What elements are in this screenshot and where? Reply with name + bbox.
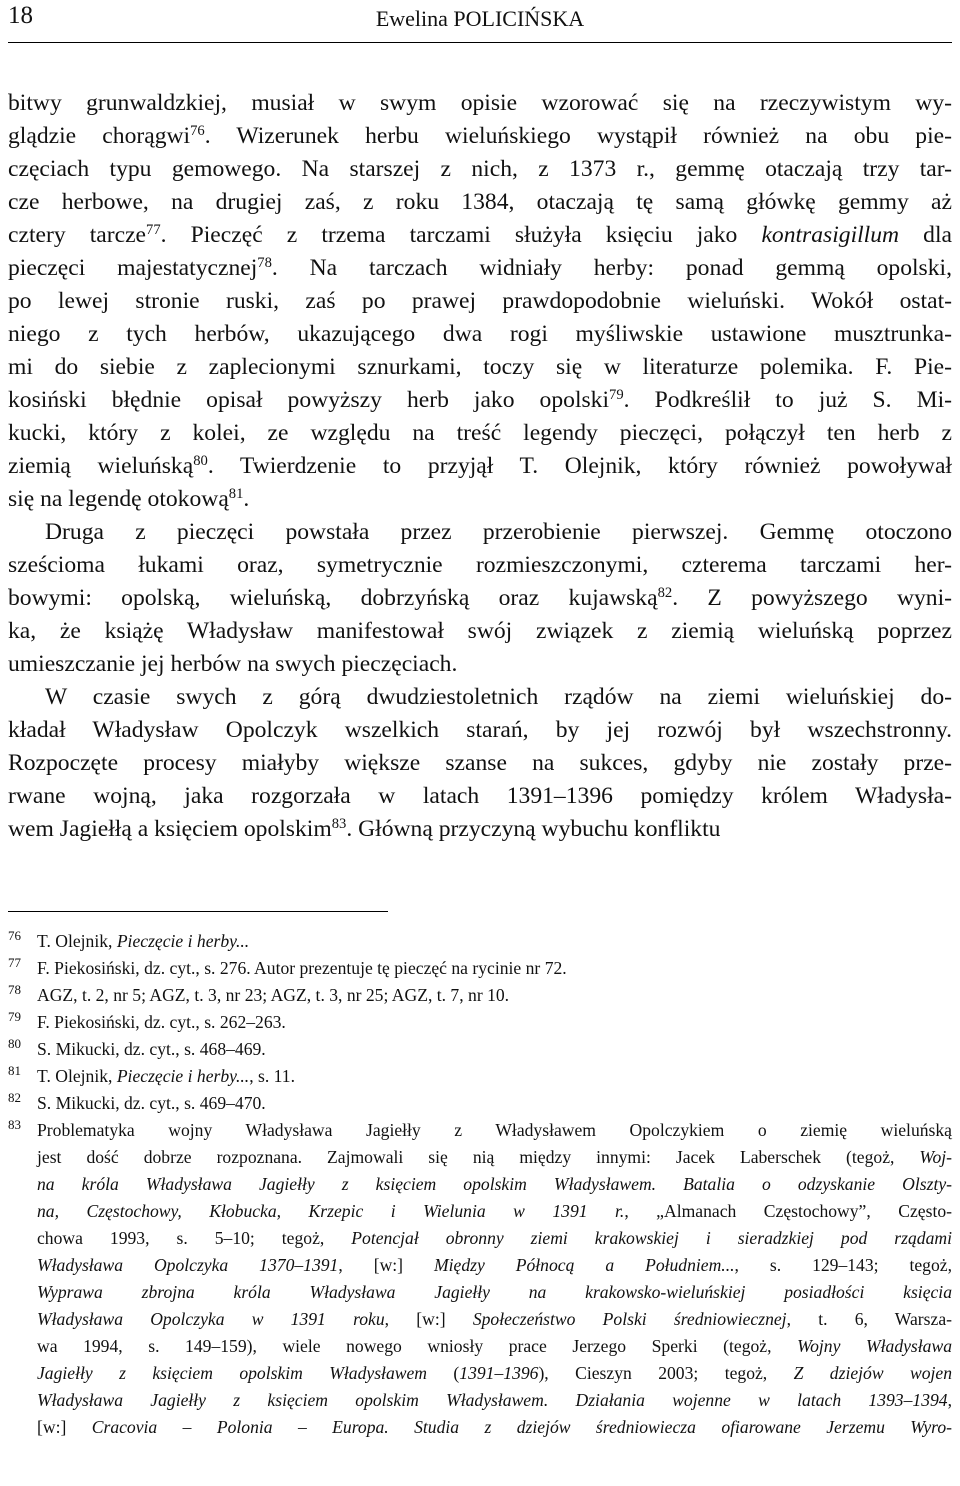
- text-run: kosiński błędnie opisał powyższy herb jako opolski: [8, 387, 610, 413]
- text-line: [8, 252, 952, 285]
- text-line: [8, 483, 952, 516]
- text-run: . Główną przyczyną wybuchu konfliktu: [346, 816, 721, 842]
- text-run: ,: [947, 1390, 952, 1410]
- text-run: kładał Władysław Opolczyk wszelkich starań, by jej rozwój był wszechstronny.: [8, 717, 952, 743]
- text-line: [8, 516, 952, 549]
- footnote-line: [37, 1225, 952, 1252]
- page-header: [8, 2, 952, 42]
- footnote-number: 78: [8, 982, 21, 997]
- italic-text: Potencjał obronny ziemi krakowskiej i sieradzkiej pod rządami: [351, 1228, 952, 1248]
- italic-text: Wyprawa zbrojna króla Władysława Jagiełły na krakowsko-wieluńskiej posiadłości księcia: [37, 1282, 952, 1302]
- footnote: [8, 1063, 952, 1090]
- text-line: [8, 813, 952, 846]
- footnote-line: [37, 1009, 952, 1036]
- text-run: S. Mikucki, dz. cyt., s. 469–470.: [37, 1093, 266, 1113]
- footnote-line: [37, 1333, 952, 1360]
- footnote-reference: 76: [190, 122, 205, 139]
- text-line: [8, 318, 952, 351]
- text-run: cztery tarcze: [8, 222, 147, 248]
- footnote-line: [37, 1171, 952, 1198]
- italic-text: Między Północą a Południem...: [433, 1255, 735, 1275]
- text-run: pieczęci majestatycznej: [8, 255, 258, 281]
- footnote-line: [37, 1198, 952, 1225]
- footnote-line: [37, 1252, 952, 1279]
- footnote-number: 81: [8, 1063, 21, 1078]
- italic-text: Władysława Opolczyka w 1391 roku: [37, 1309, 385, 1329]
- text-run: dla: [899, 222, 952, 248]
- text-run: cze herbowe, na drugiej zaś, z roku 1384, otaczają tę samą główkę gemmy aż: [8, 189, 952, 215]
- text-run: rwane wojną, jaka rozgorzała w latach 1391–1396 pomiędzy królem Władysła-: [8, 783, 952, 809]
- italic-text: na króla Władysława Jagiełły z księciem opolskim Władysławem. Batalia o odzyskanie Olszty-: [37, 1174, 952, 1194]
- text-line: [8, 87, 952, 120]
- text-run: wem Jagiełłą a księciem opolskim: [8, 816, 332, 842]
- paragraph: [8, 87, 952, 516]
- text-run: , s. 129–143; tegoż,: [734, 1255, 952, 1275]
- text-run: (: [427, 1363, 460, 1383]
- text-run: ziemią wieluńską: [8, 453, 194, 479]
- text-run: jest dość dobrze rozpoznana. Zajmowali się nią między innymi: Jacek Laberschek (tegoż,: [37, 1147, 920, 1167]
- italic-text: Władysława Opolczyka 1370–1391: [37, 1255, 339, 1275]
- text-run: . Twierdzenie to przyjął T. Olejnik, który również powoływał: [207, 453, 952, 479]
- text-run: bitwy grunwaldzkiej, musiał w swym opisie wzorować się na rzeczywistym wy-: [8, 90, 952, 116]
- text-line: [8, 549, 952, 582]
- page-number: 18: [8, 2, 33, 29]
- text-run: . Wizerunek herbu wieluńskiego wystąpił również na obu pie-: [204, 123, 952, 149]
- header-rule: [8, 42, 952, 43]
- text-run: .: [243, 486, 250, 512]
- text-run: Problematyka wojny Władysława Jagiełły z Władysławem Opolczykiem o ziemię wieluńską: [37, 1120, 952, 1140]
- footnote-reference: 78: [257, 254, 272, 271]
- footnote: [8, 955, 952, 982]
- paragraph: [8, 681, 952, 846]
- main-text: [8, 87, 952, 846]
- italic-text: Pieczęcie i herby...: [116, 931, 250, 951]
- footnote: [8, 1036, 952, 1063]
- paragraph: [8, 516, 952, 681]
- italic-text: Wojny Władysława: [797, 1336, 952, 1356]
- italic-text: Jagiełły z księciem opolskim Władysławem: [37, 1363, 427, 1383]
- italic-text: Pieczęcie i herby...: [116, 1066, 250, 1086]
- footnotes: [8, 928, 952, 1441]
- footnote-number: 83: [8, 1117, 21, 1132]
- text-run: sześcioma łukami oraz, symetrycznie rozmieszczonymi, czterema tarczami her-: [8, 552, 952, 578]
- text-run: bowymi: opolską, wieluńską, dobrzyńską oraz kujawską: [8, 585, 658, 611]
- footnote: [8, 1117, 952, 1441]
- text-run: chowa 1993, s. 5–10; tegoż,: [37, 1228, 352, 1248]
- footnote-line: [37, 1387, 952, 1414]
- footnote-number: 76: [8, 928, 21, 943]
- footnote-line: [37, 1414, 952, 1441]
- text-run: T. Olejnik,: [37, 1066, 117, 1086]
- footnote-number: 79: [8, 1009, 21, 1024]
- italic-text: Woj-: [919, 1147, 952, 1167]
- text-run: , „Almanach Częstochowy”, Często-: [624, 1201, 952, 1221]
- text-run: częciach typu gemowego. Na starszej z nich, z 1373 r., gemmę otaczają trzy tar-: [8, 156, 952, 182]
- footnote-line: [37, 928, 952, 955]
- text-run: , [w:]: [384, 1309, 473, 1329]
- footnote-line: [37, 1036, 952, 1063]
- footnote-line: [37, 982, 952, 1009]
- italic-text: Społeczeństwo Polski średniowiecznej: [472, 1309, 787, 1329]
- text-run: glądzie chorągwi: [8, 123, 191, 149]
- text-run: . Na tarczach widniały herby: ponad gemmą opolski,: [271, 255, 952, 281]
- footnote-line: [37, 1144, 952, 1171]
- footnote-reference: 81: [228, 485, 244, 502]
- running-head-author: Ewelina POLICIŃSKA: [375, 6, 585, 31]
- text-run: , [w:]: [338, 1255, 434, 1275]
- text-line: [8, 417, 952, 450]
- italic-text: Władysława Jagiełły z księciem opolskim Władysławem. Działania wojenne w latach 1393–1394: [37, 1390, 948, 1410]
- text-run: się na legendę otokową: [8, 486, 229, 512]
- text-run: ka, że książę Władysław manifestował swój związek z ziemią wieluńską poprzez: [8, 618, 952, 644]
- text-run: F. Piekosiński, dz. cyt., s. 262–263.: [37, 1012, 286, 1032]
- footnote: [8, 1009, 952, 1036]
- footnote-number: 77: [8, 955, 21, 970]
- italic-text: Cracovia – Polonia – Europa. Studia z dziejów średniowiecza ofiarowane Jerzemu Wyro-: [91, 1417, 952, 1437]
- text-line: [8, 384, 952, 417]
- text-run: mi do siebie z zaplecionymi sznurkami, toczy się w literaturze polemika. F. Pie-: [8, 354, 952, 380]
- text-line: [8, 582, 952, 615]
- italic-text: na, Częstochowy, Kłobucka, Krzepic i Wielunia w 1391 r.: [37, 1201, 625, 1221]
- text-run: S. Mikucki, dz. cyt., s. 468–469.: [37, 1039, 266, 1059]
- footnote: [8, 1090, 952, 1117]
- text-run: AGZ, t. 2, nr 5; AGZ, t. 3, nr 23; AGZ, t. 3, nr 25; AGZ, t. 7, nr 10.: [37, 985, 510, 1005]
- text-run: po lewej stronie ruski, zaś po prawej prawdopodobnie wieluński. Wokół ostat-: [8, 288, 952, 314]
- footnote-number: 82: [8, 1090, 21, 1105]
- footnote-number: 80: [8, 1036, 21, 1051]
- footnote-line: [37, 1063, 952, 1090]
- italic-text: Z dziejów wojen: [793, 1363, 953, 1383]
- footnote-line: [37, 1360, 952, 1387]
- footnote-line: [37, 1279, 952, 1306]
- text-run: . Z powyższego wyni-: [672, 585, 953, 611]
- text-line: [8, 153, 952, 186]
- footnote: [8, 928, 952, 955]
- text-run: W czasie swych z górą dwudziestoletnich rządów na ziemi wieluńskiej do-: [45, 684, 952, 710]
- text-run: [w:]: [37, 1417, 92, 1437]
- text-run: wa 1994, s. 149–159), wiele nowego wniosły prace Jerzego Sperki (tegoż,: [37, 1336, 798, 1356]
- footnote-separator: [8, 911, 388, 912]
- footnote-line: [37, 1117, 952, 1144]
- text-run: ), Cieszyn 2003; tegoż,: [538, 1363, 794, 1383]
- footnote: [8, 982, 952, 1009]
- footnote-line: [37, 955, 952, 982]
- text-line: [8, 648, 952, 681]
- text-run: F. Piekosiński, dz. cyt., s. 276. Autor prezentuje tę pieczęć na rycinie nr 72.: [37, 958, 567, 978]
- text-line: [8, 747, 952, 780]
- text-run: umieszczanie jej herbów na swych pieczęciach.: [8, 651, 458, 677]
- text-run: T. Olejnik,: [37, 931, 117, 951]
- text-run: niego z tych herbów, ukazującego dwa rogi myśliwskie ustawione musztrunka-: [8, 321, 952, 347]
- text-run: Rozpoczęte procesy miałyby większe szanse na sukces, gdyby nie zostały prze-: [8, 750, 952, 776]
- text-run: , t. 6, Warsza-: [786, 1309, 952, 1329]
- italic-text: kontrasigillum: [761, 222, 900, 248]
- italic-text: 1391–1396: [459, 1363, 539, 1383]
- footnote-reference: 82: [657, 584, 673, 601]
- text-line: [8, 219, 952, 252]
- footnote-reference: 80: [193, 452, 208, 469]
- text-run: kucki, który z kolei, ze względu na treść legendy pieczęci, połączył ten herb z: [8, 420, 952, 446]
- text-run: . Pieczęć z trzema tarczami służyła księciu jako: [160, 222, 762, 248]
- footnote-reference: 83: [331, 815, 347, 832]
- text-line: [8, 285, 952, 318]
- text-run: Druga z pieczęci powstała przez przerobienie pierwszej. Gemmę otoczono: [45, 519, 952, 545]
- text-line: [8, 681, 952, 714]
- text-run: . Podkreślił to już S. Mi-: [623, 387, 952, 413]
- footnote-reference: 79: [609, 386, 624, 403]
- text-line: [8, 615, 952, 648]
- text-line: [8, 780, 952, 813]
- footnote-reference: 77: [146, 221, 161, 238]
- footnote-line: [37, 1090, 952, 1117]
- text-line: [8, 351, 952, 384]
- text-line: [8, 714, 952, 747]
- text-line: [8, 120, 952, 153]
- text-run: , s. 11.: [249, 1066, 295, 1086]
- text-line: [8, 186, 952, 219]
- footnote-line: [37, 1306, 952, 1333]
- text-line: [8, 450, 952, 483]
